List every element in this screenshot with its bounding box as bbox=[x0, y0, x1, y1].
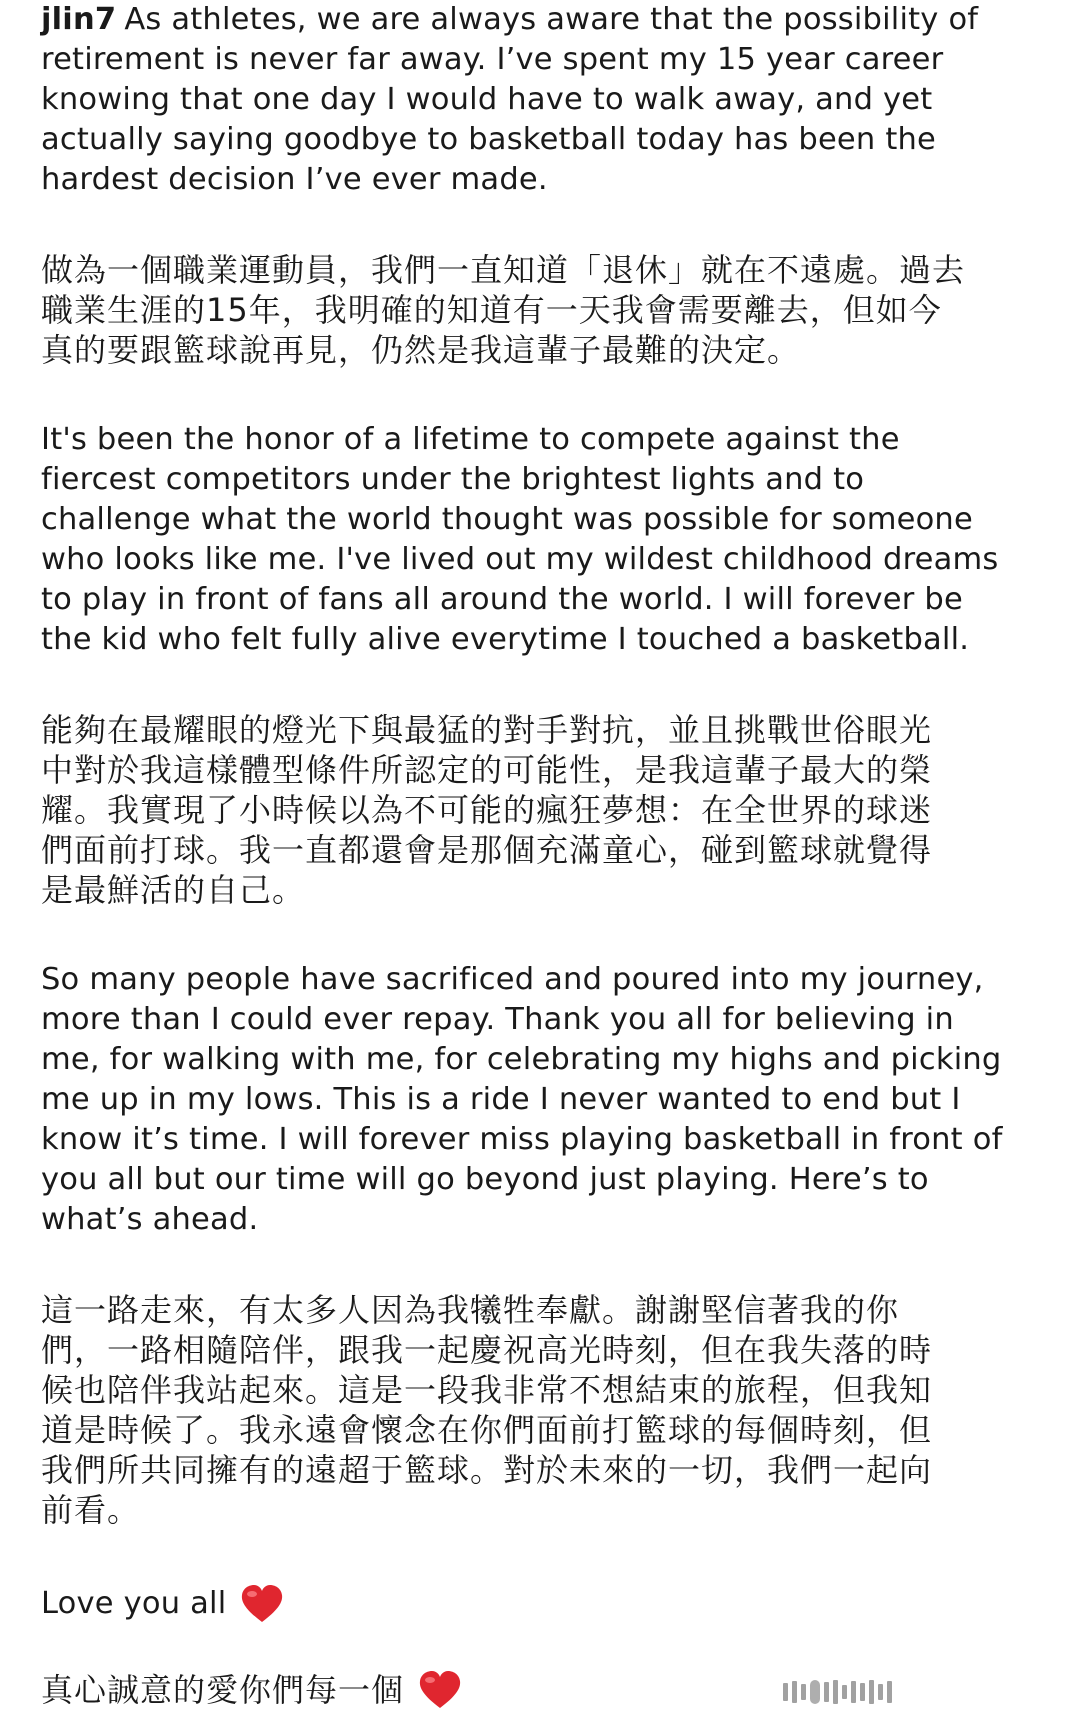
caption-line: 候也陪伴我站起來。這是一段我非常不想結束的旅程，但我知 bbox=[41, 1371, 933, 1409]
caption-line: So many people have sacrificed and poured into my journey, bbox=[41, 962, 984, 997]
caption-paragraph-zh-3 bbox=[41, 1290, 1041, 1530]
red-heart-icon bbox=[418, 1670, 462, 1710]
caption-line: me, for walking with me, for celebrating my highs and picking bbox=[41, 1042, 1002, 1077]
watermark-bar bbox=[810, 1680, 820, 1704]
caption-line: 真的要跟籃球說再見，仍然是我這輩子最難的決定。 bbox=[41, 331, 801, 369]
caption-line: me up in my lows. This is a ride I never wanted to end but I bbox=[41, 1082, 961, 1117]
caption-line: knowing that one day I would have to walk away, and yet bbox=[41, 82, 933, 117]
caption-line: what’s ahead. bbox=[41, 1202, 259, 1237]
caption-line: As athletes, we are always aware that the possibility of bbox=[124, 2, 979, 37]
caption-paragraph-en-2 bbox=[41, 420, 1041, 660]
caption-line: retirement is never far away. I’ve spent my 15 year career bbox=[41, 42, 944, 77]
caption-line: to play in front of fans all around the world. I will forever be bbox=[41, 582, 963, 617]
caption-line: challenge what the world thought was possible for someone bbox=[41, 502, 973, 537]
caption-line: 這一路走來，有太多人因為我犧牲奉獻。謝謝堅信著我的你 bbox=[41, 1291, 900, 1329]
caption-line: 是最鮮活的自己。 bbox=[41, 871, 306, 909]
caption-line: actually saying goodbye to basketball today has been the bbox=[41, 122, 936, 157]
username[interactable]: jlin7 bbox=[41, 2, 117, 37]
watermark-bar bbox=[860, 1683, 865, 1701]
closing-zh-text: 真心誠意的愛你們每一個 bbox=[41, 1671, 405, 1709]
caption-line: 能夠在最耀眼的燈光下與最猛的對手對抗，並且挑戰世俗眼光 bbox=[41, 711, 933, 749]
watermark-bar bbox=[833, 1680, 838, 1704]
caption-paragraph-en-3 bbox=[41, 960, 1041, 1240]
closing-en-text: Love you all bbox=[41, 1586, 227, 1621]
caption-paragraph-zh-1 bbox=[41, 250, 1041, 370]
watermark-bar bbox=[851, 1681, 856, 1703]
watermark-bar bbox=[869, 1680, 874, 1704]
red-heart-icon bbox=[240, 1584, 284, 1624]
caption-line: more than I could ever repay. Thank you all for believing in bbox=[41, 1002, 954, 1037]
caption-line: 耀。我實現了小時候以為不可能的瘋狂夢想：在全世界的球迷 bbox=[41, 791, 933, 829]
caption-line: fiercest competitors under the brightest lights and to bbox=[41, 462, 865, 497]
closing-en bbox=[41, 1580, 1041, 1628]
caption-line: hardest decision I’ve ever made. bbox=[41, 162, 548, 197]
caption-line: 們面前打球。我一直都還會是那個充滿童心，碰到籃球就覺得 bbox=[41, 831, 933, 869]
caption-paragraph-zh-2 bbox=[41, 710, 1041, 910]
caption-paragraph-en-1 bbox=[41, 0, 1041, 200]
watermark-bar bbox=[887, 1681, 892, 1703]
post-caption bbox=[41, 0, 1041, 1714]
caption-line: 做為一個職業運動員，我們一直知道「退休」就在不遠處。過去 bbox=[41, 251, 966, 289]
caption-line: 中對於我這樣體型條件所認定的可能性，是我這輩子最大的榮 bbox=[41, 751, 933, 789]
watermark-bar bbox=[842, 1685, 847, 1699]
watermark-bar bbox=[783, 1683, 788, 1701]
caption-line: who looks like me. I've lived out my wildest childhood dreams bbox=[41, 542, 999, 577]
caption-line: 我們所共同擁有的遠超于籃球。對於未來的一切，我們一起向 bbox=[41, 1451, 933, 1489]
caption-line: 職業生涯的15年，我明確的知道有一天我會需要離去，但如今 bbox=[41, 291, 942, 329]
caption-line: 道是時候了。我永遠會懷念在你們面前打籃球的每個時刻，但 bbox=[41, 1411, 933, 1449]
watermark-bar bbox=[801, 1684, 806, 1700]
watermark-bar bbox=[878, 1684, 883, 1700]
caption-line: It's been the honor of a lifetime to compete against the bbox=[41, 422, 900, 457]
watermark bbox=[783, 1678, 892, 1706]
watermark-bar bbox=[792, 1681, 797, 1703]
watermark-bar bbox=[824, 1682, 829, 1702]
caption-line: you all but our time will go beyond just playing. Here’s to bbox=[41, 1162, 929, 1197]
caption-line: 們，一路相隨陪伴，跟我一起慶祝高光時刻，但在我失落的時 bbox=[41, 1331, 933, 1369]
caption-line: the kid who felt fully alive everytime I touched a basketball. bbox=[41, 622, 970, 657]
caption-line: 前看。 bbox=[41, 1491, 141, 1529]
caption-line: know it’s time. I will forever miss playing basketball in front of bbox=[41, 1122, 1003, 1157]
